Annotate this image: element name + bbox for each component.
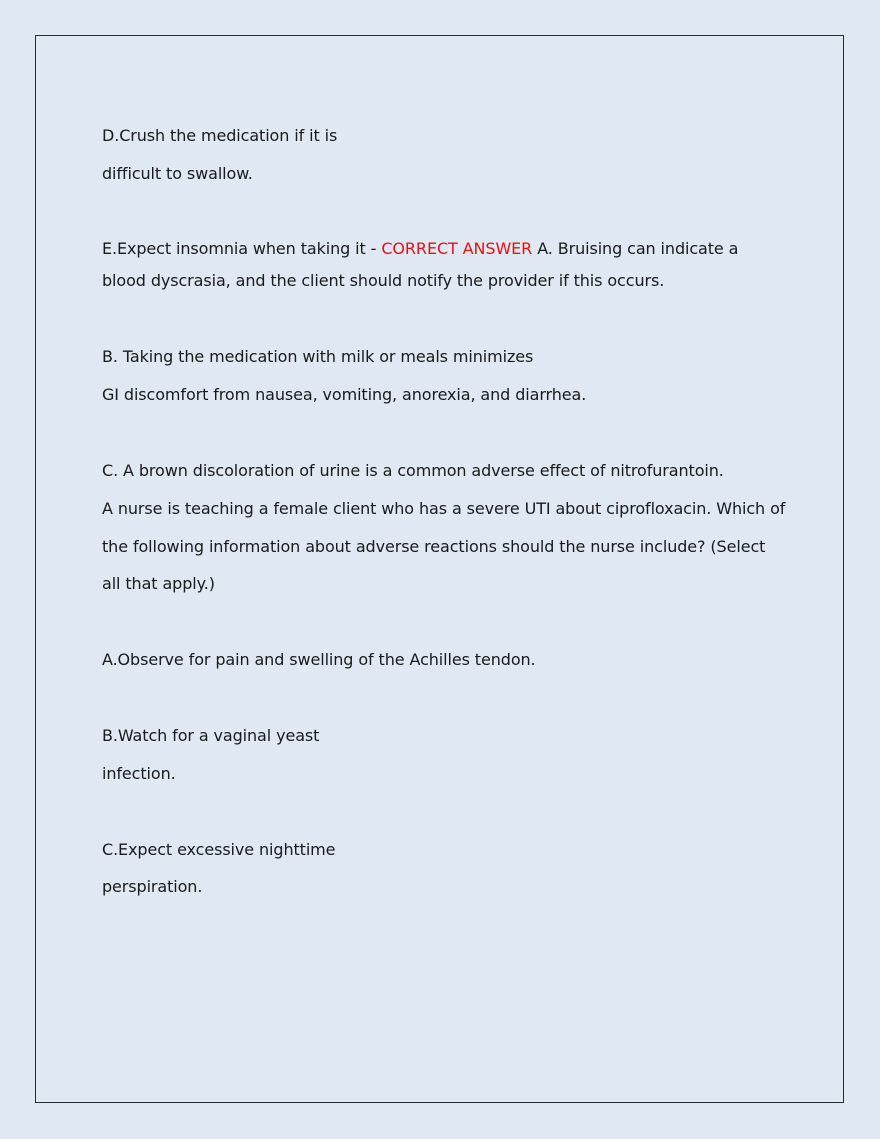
option-d-line-2: difficult to swallow.: [102, 164, 253, 183]
question-option-c-line-2: perspiration.: [102, 877, 203, 896]
answer-b-line-1: B. Taking the medication with milk or meals minimizes: [102, 347, 534, 366]
answer-a-start: A. Bruising can indicate a: [532, 239, 739, 258]
option-e-text: E.Expect insomnia when taking it -: [102, 239, 382, 258]
answer-c-line: C. A brown discoloration of urine is a common adverse effect of nitrofurantoin.: [102, 461, 724, 480]
option-d-line-1: D.Crush the medication if it is: [102, 126, 338, 145]
correct-answer-label: CORRECT ANSWER: [381, 239, 533, 258]
question-option-a: A.Observe for pain and swelling of the Achilles tendon.: [102, 650, 536, 669]
option-e-answer-line: [102, 239, 738, 259]
question-option-c-line-1: C.Expect excessive nighttime: [102, 840, 336, 859]
question-line-3: all that apply.): [102, 574, 215, 593]
answer-b-line-2: GI discomfort from nausea, vomiting, anorexia, and diarrhea.: [102, 385, 587, 404]
page-border: [35, 35, 844, 1103]
question-line-1: A nurse is teaching a female client who has a severe UTI about ciprofloxacin. Which of: [102, 499, 786, 518]
question-option-b-line-2: infection.: [102, 764, 176, 783]
question-option-b-line-1: B.Watch for a vaginal yeast: [102, 726, 320, 745]
answer-a-line-2: blood dyscrasia, and the client should notify the provider if this occurs.: [102, 271, 665, 290]
question-line-2: the following information about adverse reactions should the nurse include? (Select: [102, 537, 766, 556]
